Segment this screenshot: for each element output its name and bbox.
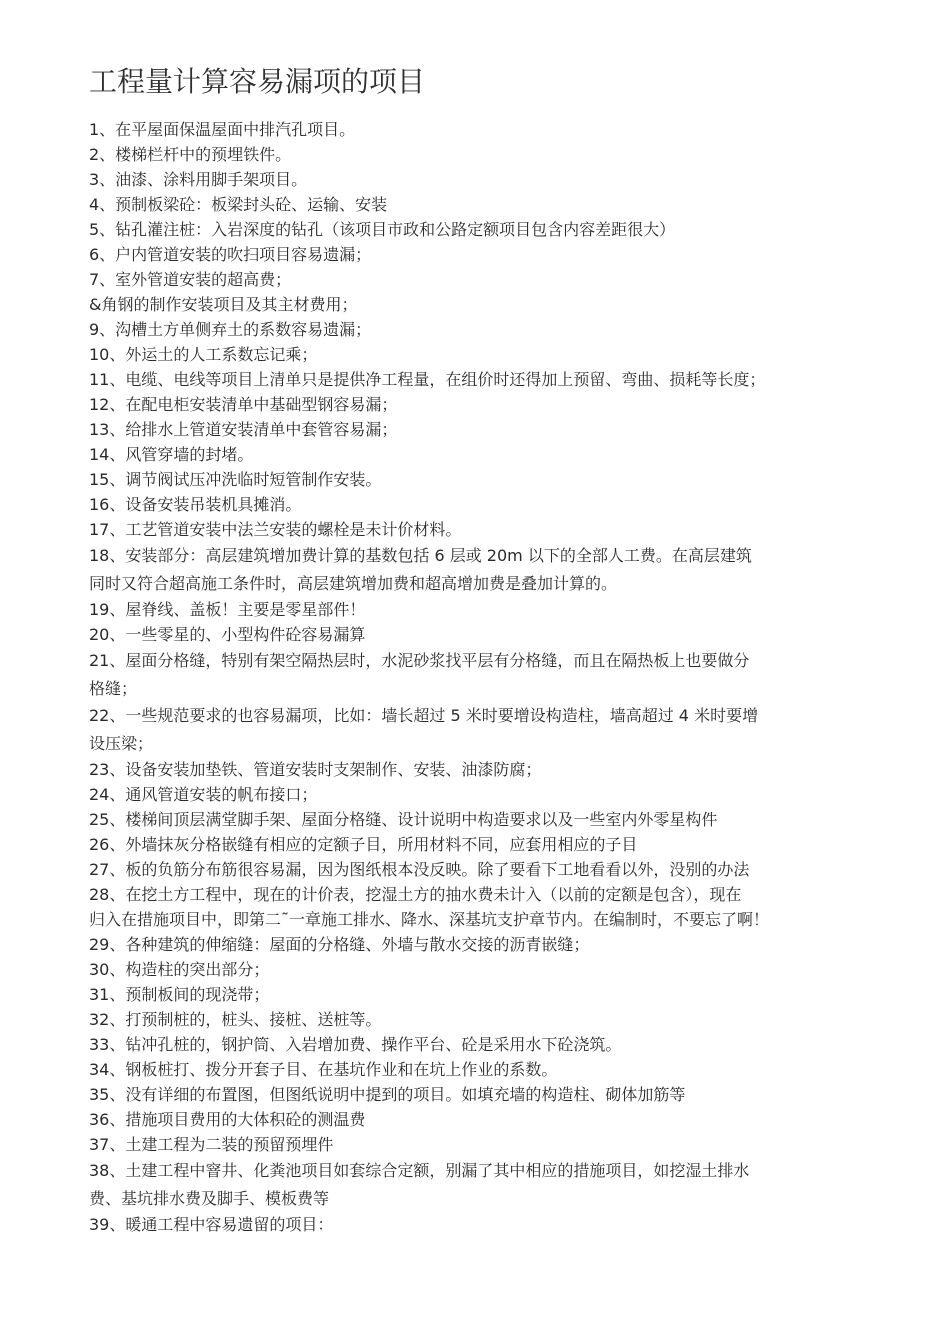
list-item-line: 38、土建工程中窨井、化粪池项目如套综合定额，别漏了其中相应的措施项目，如挖湿土排水 <box>89 1161 750 1180</box>
list-item <box>89 932 889 957</box>
list-item-line: 25、楼梯间顶层满堂脚手架、屋面分格缝、设计说明中构造要求以及一些室内外零星构件 <box>89 810 718 829</box>
list-item-line: 同时又符合超高施工条件时，高层建筑增加费和超高增加费是叠加计算的。 <box>89 573 618 593</box>
list-item <box>89 1057 889 1082</box>
list-item-line: 26、外墙抹灰分格嵌缝有相应的定额子目，所用材料不同，应套用相应的子目 <box>89 835 638 854</box>
list-item <box>89 982 889 1007</box>
list-item <box>89 857 889 882</box>
list-item-line: 30、构造柱的突出部分； <box>89 960 270 979</box>
list-item <box>89 267 889 292</box>
list-item <box>89 1007 889 1032</box>
list-item-line: 5、钻孔灌注桩：入岩深度的钻孔（该项目市政和公路定额项目包含内容差距很大） <box>89 220 676 239</box>
list-item-line: 13、给排水上管道安装清单中套管容易漏； <box>89 420 398 439</box>
list-item-line: 9、沟槽土方单侧弃土的系数容易遗漏； <box>89 320 372 339</box>
list-item <box>89 622 889 647</box>
list-item <box>89 367 889 392</box>
list-item-line: 21、屋面分格缝，特别有架空隔热层时，水泥砂浆找平层有分格缝，而且在隔热板上也要做分 <box>89 651 750 670</box>
list-item <box>89 1082 889 1107</box>
list-item <box>89 442 889 467</box>
list-item-line: 18、安装部分：高层建筑增加费计算的基数包括 6 层或 20m 以下的全部人工费。在高层建筑 <box>89 546 752 565</box>
list-item-line: 归入在措施项目中，即第二˜一章施工排水、降水、深基坑支护章节内。在编制时，不要忘了啊！ <box>89 910 770 929</box>
list-item-line: 31、预制板间的现浇带； <box>89 985 270 1004</box>
list-item <box>89 647 889 702</box>
list-item-line: 费、基坑排水费及脚手、模板费等 <box>89 1188 330 1208</box>
list-item <box>89 142 889 167</box>
list-item <box>89 467 889 492</box>
list-item-line: 29、各种建筑的伸缩缝：屋面的分格缝、外墙与散水交接的沥青嵌缝； <box>89 935 590 954</box>
list-item-line: 39、暖通工程中容易遗留的项目： <box>89 1215 334 1234</box>
list-item-line: 22、一些规范要求的也容易漏项，比如：墙长超过 5 米时要增设构造柱，墙高超过 4 米时要增 <box>89 706 759 725</box>
list-item <box>89 832 889 857</box>
list-item <box>89 292 889 317</box>
list-item <box>89 757 889 782</box>
page-title: 工程量计算容易漏项的项目 <box>89 65 426 98</box>
list-item <box>89 542 889 597</box>
list-item <box>89 882 889 932</box>
list-item-line: 12、在配电柜安装清单中基础型钢容易漏； <box>89 395 398 414</box>
list-item-line: 1、在平屋面保温屋面中排汽孔项目。 <box>89 120 356 139</box>
list-item-line: 7、室外管道安装的超高费； <box>89 270 292 289</box>
list-item-line: 2、楼梯栏杆中的预埋铁件。 <box>89 145 292 164</box>
list-item <box>89 807 889 832</box>
list-item <box>89 242 889 267</box>
list-item <box>89 1132 889 1157</box>
list-item <box>89 167 889 192</box>
list-item <box>89 782 889 807</box>
list-item-line: 3、油漆、涂料用脚手架项目。 <box>89 170 308 189</box>
list-item-line: 15、调节阀试压冲洗临时短管制作安装。 <box>89 470 382 489</box>
list-item <box>89 517 889 542</box>
list-item-line: 34、钢板桩打、拨分开套子目、在基坑作业和在坑上作业的系数。 <box>89 1060 558 1079</box>
list-item-line: 28、在挖土方工程中，现在的计价表，挖湿土方的抽水费未计入（以前的定额是包含），现在 <box>89 885 742 904</box>
list-item <box>89 1032 889 1057</box>
list-item-line: 17、工艺管道安装中法兰安装的螺栓是未计价材料。 <box>89 520 462 539</box>
list-item <box>89 492 889 517</box>
list-item-line: 11、电缆、电线等项目上清单只是提供净工程量，在组价时还得加上预留、弯曲、损耗等长度； <box>89 370 766 389</box>
list-item-line: 37、土建工程为二装的预留预埋件 <box>89 1135 334 1154</box>
list-item <box>89 1107 889 1132</box>
list-item-line: 32、打预制桩的，桩头、接桩、送桩等。 <box>89 1010 382 1029</box>
list-item-line: &角钢的制作安装项目及其主材费用； <box>89 295 358 314</box>
list-item-line: 设压梁； <box>89 733 154 753</box>
list-item <box>89 702 889 757</box>
list-item <box>89 342 889 367</box>
list-item-line: 格缝； <box>89 678 138 698</box>
list-item-line: 24、通风管道安装的帆布接口； <box>89 785 318 804</box>
item-list <box>89 117 889 1237</box>
list-item <box>89 217 889 242</box>
list-item-line: 4、预制板梁砼：板梁封头砼、运输、安装 <box>89 195 388 214</box>
list-item-line: 36、措施项目费用的大体积砼的测温费 <box>89 1110 366 1129</box>
list-item <box>89 417 889 442</box>
list-item-line: 33、钻冲孔桩的，钢护筒、入岩增加费、操作平台、砼是采用水下砼浇筑。 <box>89 1035 622 1054</box>
list-item-line: 35、没有详细的布置图，但图纸说明中提到的项目。如填充墙的构造柱、砌体加筋等 <box>89 1085 686 1104</box>
list-item-line: 23、设备安装加垫铁、管道安装时支架制作、安装、油漆防腐； <box>89 760 542 779</box>
list-item-line: 27、板的负筋分布筋很容易漏，因为图纸根本没反映。除了要看下工地看看以外，没别的办法 <box>89 860 750 879</box>
list-item-line: 16、设备安装吊装机具摊消。 <box>89 495 302 514</box>
list-item <box>89 597 889 622</box>
list-item <box>89 1157 889 1212</box>
list-item-line: 10、外运土的人工系数忘记乘； <box>89 345 318 364</box>
list-item <box>89 192 889 217</box>
list-item <box>89 117 889 142</box>
list-item <box>89 1212 889 1237</box>
list-item <box>89 957 889 982</box>
list-item-line: 6、户内管道安装的吹扫项目容易遗漏； <box>89 245 372 264</box>
list-item-line: 19、屋脊线、盖板！主要是零星部件！ <box>89 600 366 619</box>
list-item <box>89 392 889 417</box>
list-item-line: 14、风管穿墙的封堵。 <box>89 445 254 464</box>
list-item <box>89 317 889 342</box>
list-item-line: 20、一些零星的、小型构件砼容易漏算 <box>89 625 366 644</box>
